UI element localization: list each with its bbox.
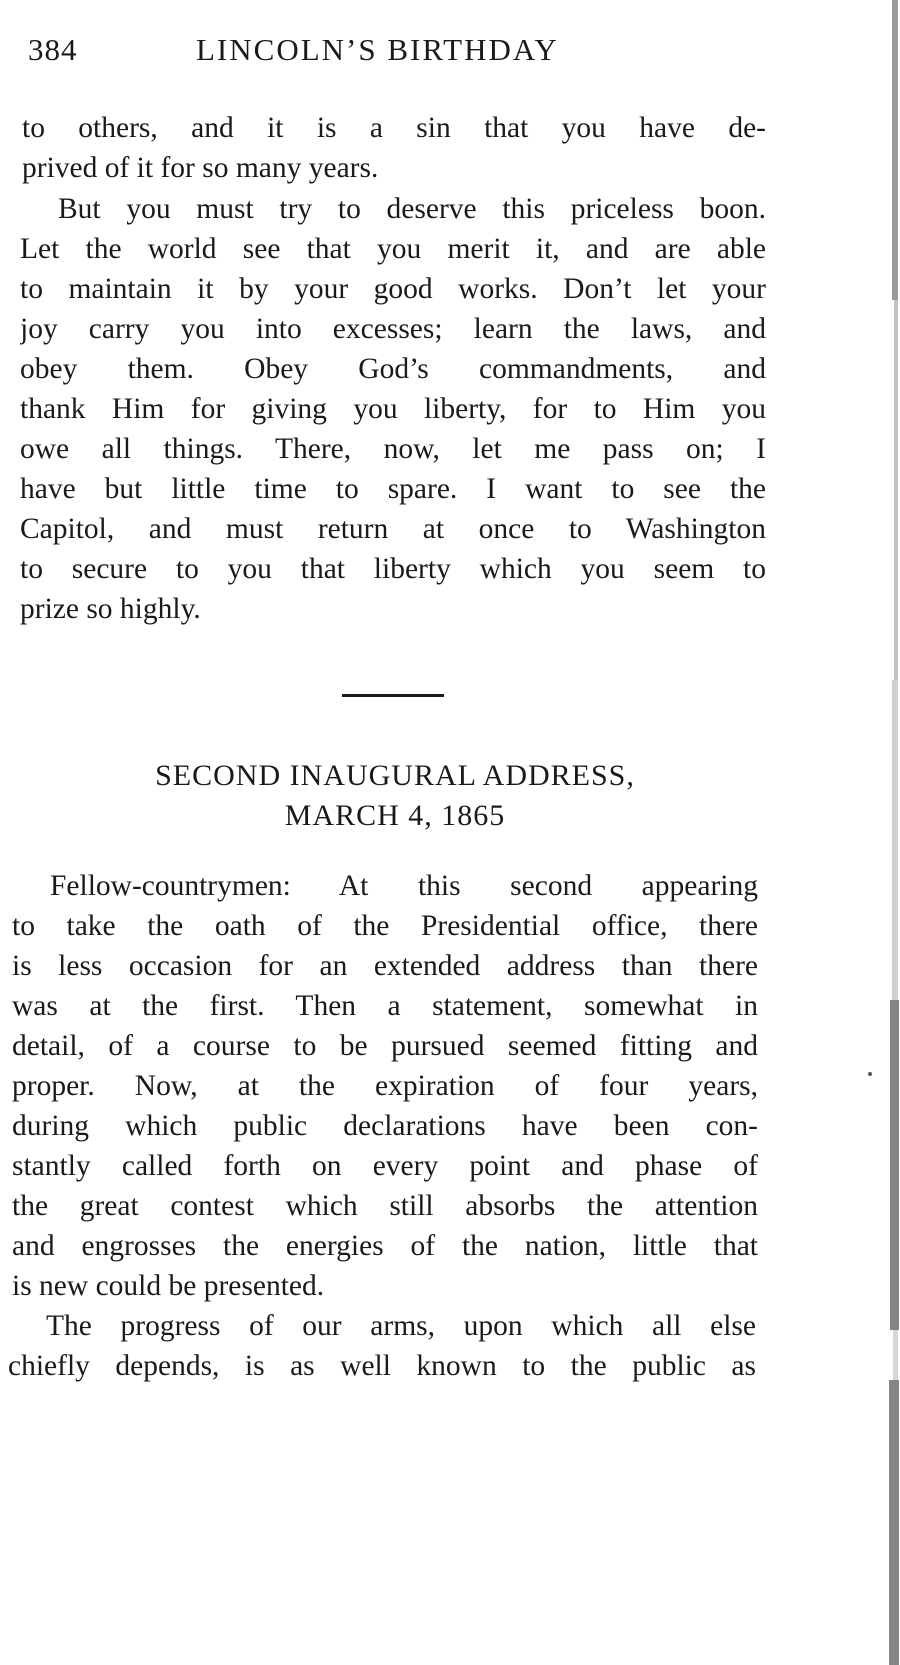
text-line: Fellow-countrymen: At this second appearing xyxy=(50,870,758,902)
text-line: prize so highly. xyxy=(20,593,201,625)
text-line: and engrosses the energies of the nation, little that xyxy=(12,1230,758,1262)
text-line: detail, of a course to be pursued seemed fitting and xyxy=(12,1030,758,1062)
text-line: But you must try to deserve this priceless boon. xyxy=(58,193,766,225)
text-line: thank Him for giving you liberty, for to Him you xyxy=(20,393,766,425)
text-line: Let the world see that you merit it, and are able xyxy=(20,233,766,265)
running-head xyxy=(28,32,808,76)
paragraph-progress xyxy=(8,1306,756,1386)
text-line: to maintain it by your good works. Don’t let your xyxy=(20,273,766,305)
text-line: to take the oath of the Presidential office, there xyxy=(12,910,758,942)
text-line: the great contest which still absorbs the attention xyxy=(12,1190,758,1222)
text-line: proper. Now, at the expiration of four years, xyxy=(12,1070,758,1102)
text-line: to secure to you that liberty which you seem to xyxy=(20,553,766,585)
scanned-page-edge xyxy=(840,0,900,1665)
text-line: owe all things. There, now, let me pass on; I xyxy=(20,433,766,465)
section-date-line: MARCH 4, 1865 xyxy=(284,799,506,832)
section-divider xyxy=(342,694,444,697)
text-line: was at the first. Then a statement, somewhat in xyxy=(12,990,758,1022)
text-line: joy carry you into excesses; learn the laws, and xyxy=(20,313,766,345)
paragraph-continued xyxy=(22,108,766,188)
text-line: chiefly depends, is as well known to the public as xyxy=(8,1350,756,1382)
running-title: LINCOLN’S BIRTHDAY xyxy=(196,32,559,67)
paragraph-address-opening xyxy=(12,866,758,1306)
text-line: prived of it for so many years. xyxy=(22,152,379,184)
text-line: to others, and it is a sin that you have de- xyxy=(22,112,766,144)
text-line: is less occasion for an extended address than there xyxy=(12,950,758,982)
section-title-line: SECOND INAUGURAL ADDRESS, xyxy=(155,759,635,792)
text-line: Capitol, and must return at once to Washington xyxy=(20,513,766,545)
paragraph-liberty xyxy=(20,189,766,629)
text-line: The progress of our arms, upon which all else xyxy=(46,1310,756,1342)
text-line: stantly called forth on every point and phase of xyxy=(12,1150,758,1182)
page-number: 384 xyxy=(28,32,78,67)
text-line: have but little time to spare. I want to see the xyxy=(20,473,766,505)
section-title xyxy=(60,756,730,836)
text-line: is new could be presented. xyxy=(12,1270,325,1302)
text-line: during which public declarations have been con- xyxy=(12,1110,758,1142)
text-line: obey them. Obey God’s commandments, and xyxy=(20,353,766,385)
